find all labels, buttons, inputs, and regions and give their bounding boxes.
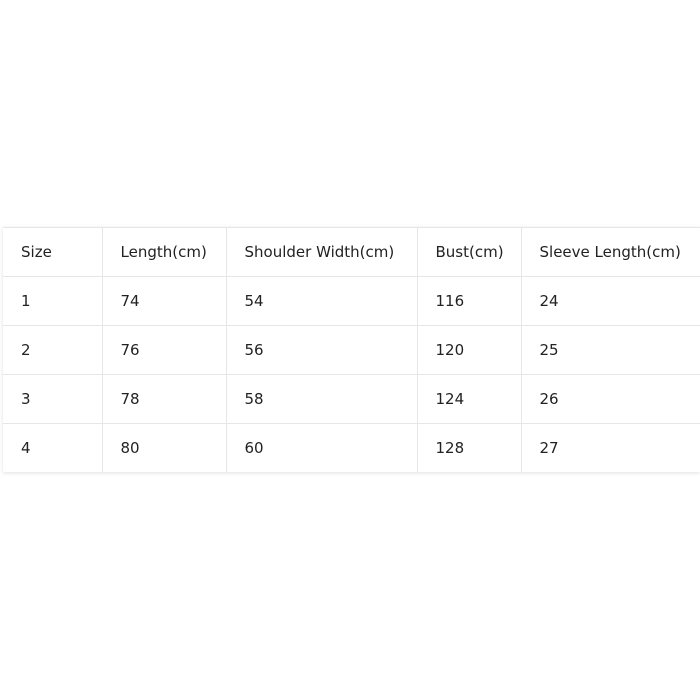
table-row [3, 424, 700, 473]
cell-bust: 120 [417, 326, 521, 375]
table-row [3, 375, 700, 424]
cell-bust: 128 [417, 424, 521, 473]
cell-shoulder-width: 58 [226, 375, 417, 424]
header-length: Length(cm) [102, 228, 226, 277]
cell-shoulder-width: 56 [226, 326, 417, 375]
table-row [3, 277, 700, 326]
cell-size: 4 [3, 424, 102, 473]
cell-shoulder-width: 54 [226, 277, 417, 326]
cell-length: 74 [102, 277, 226, 326]
cell-size: 1 [3, 277, 102, 326]
header-bust: Bust(cm) [417, 228, 521, 277]
cell-bust: 116 [417, 277, 521, 326]
header-shoulder-width: Shoulder Width(cm) [226, 228, 417, 277]
cell-sleeve-length: 26 [521, 375, 700, 424]
header-sleeve-length: Sleeve Length(cm) [521, 228, 700, 277]
cell-sleeve-length: 27 [539, 439, 559, 457]
cell-shoulder-width: 60 [226, 424, 417, 473]
size-chart-table [3, 227, 700, 472]
header-size: Size [3, 228, 102, 277]
cell-size: 3 [3, 375, 102, 424]
cell-length: 76 [102, 326, 226, 375]
cell-size: 2 [3, 326, 102, 375]
cell-length: 78 [102, 375, 226, 424]
table-row [3, 326, 700, 375]
cell-sleeve-length: 24 [521, 277, 700, 326]
cell-length: 80 [102, 424, 226, 473]
table-header-row [3, 228, 700, 277]
cell-bust: 124 [417, 375, 521, 424]
cell-sleeve-length: 25 [521, 326, 700, 375]
